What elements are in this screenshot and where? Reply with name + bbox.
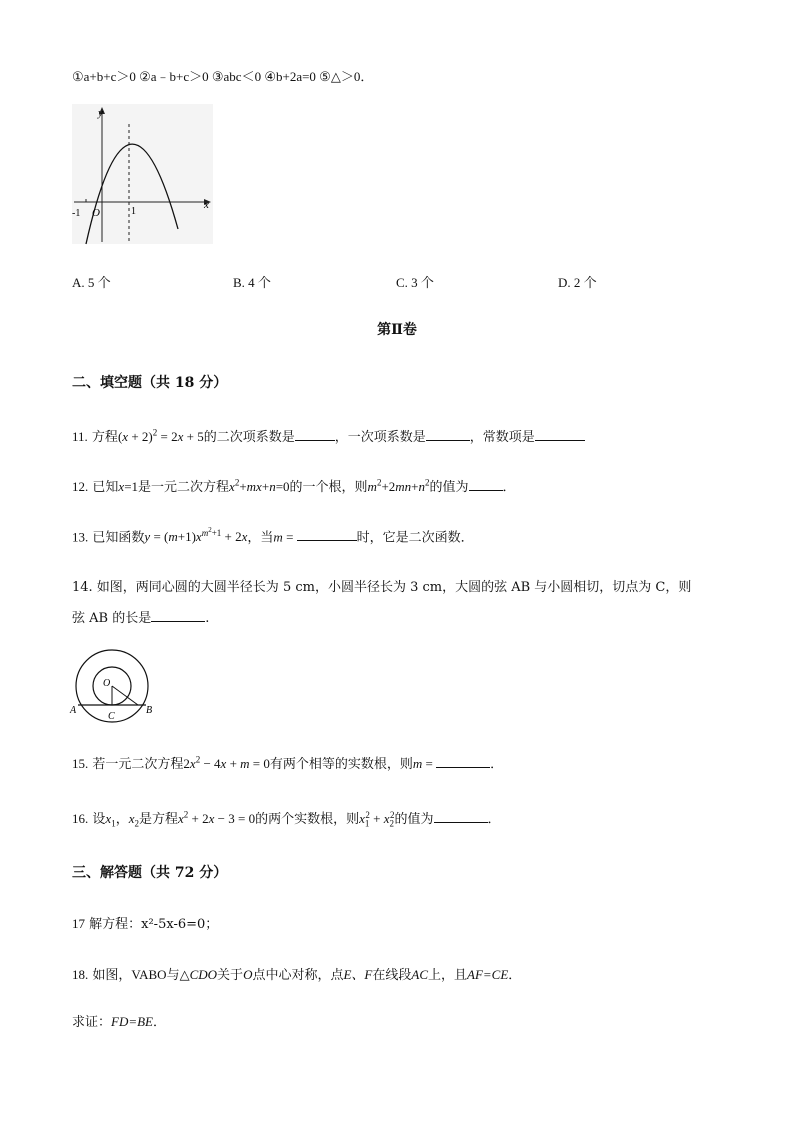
q18-i: 在线段 bbox=[372, 968, 412, 983]
q18-cdo: △CDO bbox=[179, 967, 218, 982]
one-label: 1 bbox=[131, 206, 136, 217]
q16-end: ． bbox=[487, 812, 501, 827]
q15-number: 15. bbox=[72, 756, 89, 771]
choice-a[interactable]: A. 5 个 bbox=[72, 275, 111, 290]
q13-text2: ，当 bbox=[247, 530, 274, 546]
proof-label: 求证： bbox=[72, 1015, 112, 1030]
q16-equation: $x^2 + 2x - 3 = 0$ bbox=[178, 809, 256, 826]
volume-title: 第Ⅱ卷 bbox=[377, 322, 417, 338]
q12-text3: 的一个根，则 bbox=[289, 480, 368, 495]
label-b: B bbox=[146, 705, 153, 716]
q18-g: 点中心对称，点 bbox=[252, 968, 344, 983]
q13-number: 13. bbox=[72, 529, 89, 545]
q13-text1: 已知函数 bbox=[92, 530, 145, 546]
q13-m: m = bbox=[273, 529, 297, 545]
y-label: y bbox=[98, 107, 103, 119]
q18-ef: E、F bbox=[343, 967, 373, 982]
q15-end: ． bbox=[490, 757, 504, 772]
q16-x1: $x_1$ bbox=[105, 811, 116, 829]
section2-title: 二、填空题（共 18 分） bbox=[72, 375, 228, 391]
neg-one-label: -1 bbox=[72, 208, 81, 219]
q13-function: $y = (m+1)x^{m^2+1} + 2x$ bbox=[144, 526, 248, 545]
q11-mid: 的二次项系数是 bbox=[203, 430, 295, 445]
choice-c[interactable]: C. 3 个 bbox=[396, 275, 434, 290]
x-label: x bbox=[204, 199, 209, 211]
question-14-line2 bbox=[72, 607, 209, 626]
q12-number: 12. bbox=[72, 479, 89, 494]
q11-number: 11. bbox=[72, 429, 88, 444]
q16-x2: $x_2$ bbox=[128, 811, 139, 829]
question-16 bbox=[72, 808, 501, 829]
section3-title: 三、解答题（共 72 分） bbox=[72, 865, 228, 881]
proof-statement: FD=BE bbox=[111, 1014, 153, 1029]
q18-afce: AF=CE bbox=[467, 967, 509, 982]
label-o: O bbox=[103, 678, 111, 689]
segment-ob bbox=[112, 686, 138, 705]
q16-text2: ， bbox=[115, 812, 129, 827]
q12-text4: 的值为 bbox=[429, 480, 469, 495]
question-11 bbox=[72, 426, 585, 445]
q12-end: ． bbox=[502, 480, 516, 495]
q18-a: 如图， bbox=[92, 968, 132, 983]
q15-text2: 有两个相等的实数根，则 bbox=[269, 757, 413, 772]
question-17 bbox=[72, 913, 218, 932]
q12-text2: 是一元二次方程 bbox=[138, 480, 230, 495]
q16-text1: 设 bbox=[92, 812, 106, 827]
q14-end: . bbox=[205, 611, 210, 626]
statements-line: ①a+b+c＞0 ②a﹣b+c＞0 ③abc＜0 ④b+2a=0 ⑤△＞0． bbox=[72, 69, 374, 84]
q17-text: 解方程：x²-5x-6=0； bbox=[89, 917, 219, 932]
q16-text3: 是方程 bbox=[138, 812, 178, 827]
q18-ac: AC bbox=[411, 967, 428, 982]
label-a: A bbox=[70, 705, 77, 716]
proof-end: ． bbox=[153, 1015, 167, 1030]
question-18 bbox=[72, 964, 521, 983]
q18-e: 关于 bbox=[217, 968, 244, 983]
q18-o: O bbox=[243, 967, 253, 982]
q15-equation: $2x^2 - 4x + m = 0$ bbox=[183, 754, 270, 771]
parabola-graph bbox=[72, 104, 216, 248]
q12-text1: 已知 bbox=[92, 480, 119, 495]
choice-d[interactable]: D. 2 个 bbox=[558, 275, 597, 290]
q15-m: m = bbox=[412, 756, 437, 771]
q18-k: 上，且 bbox=[428, 968, 468, 983]
q11-pre: 方程 bbox=[91, 430, 118, 445]
q11-mid3: ，常数项是 bbox=[469, 430, 535, 445]
q11-blank-2[interactable] bbox=[426, 429, 470, 441]
q18-number: 18. bbox=[72, 967, 89, 982]
q14-line2-text: 弦 AB 的长是 bbox=[72, 611, 152, 626]
concentric-circles-figure bbox=[66, 646, 162, 724]
question-15 bbox=[72, 753, 503, 772]
q18-m: ． bbox=[508, 968, 522, 983]
proof-line bbox=[72, 1011, 166, 1030]
q14-blank[interactable] bbox=[151, 610, 205, 622]
graph-background bbox=[72, 104, 213, 244]
origin-label: O bbox=[92, 207, 100, 219]
q11-mid2: ，一次项系数是 bbox=[334, 430, 426, 445]
q11-blank-3[interactable] bbox=[535, 429, 585, 441]
question-12 bbox=[72, 476, 516, 495]
q18-c: 与 bbox=[166, 968, 180, 983]
question-13 bbox=[72, 526, 474, 545]
q12-blank[interactable] bbox=[469, 479, 503, 491]
choice-b[interactable]: B. 4 个 bbox=[233, 275, 271, 290]
q16-text5: 的值为 bbox=[394, 812, 434, 827]
q17-number: 17 bbox=[72, 916, 85, 931]
q13-text3: 时，它是二次函数． bbox=[356, 530, 474, 546]
q16-text4: 的两个实数根，则 bbox=[255, 812, 360, 827]
q12-equation: $x^2+mx+n=0$ bbox=[229, 477, 290, 494]
q15-blank[interactable] bbox=[436, 756, 490, 768]
q16-number: 16. bbox=[72, 811, 89, 826]
q11-blank-1[interactable] bbox=[295, 429, 335, 441]
q13-blank[interactable] bbox=[297, 529, 357, 541]
q16-blank[interactable] bbox=[434, 811, 488, 823]
q11-equation: $(x + 2)^2 = 2x + 5$ bbox=[117, 427, 204, 444]
q16-expression: $x_1^2 + x_2^2$ bbox=[359, 809, 395, 829]
q18-vabo: VABO bbox=[131, 967, 167, 982]
q12-expression: $m^2+2mn+n^2$ bbox=[367, 477, 430, 494]
question-14-line1: 14. 如图，两同心圆的大圆半径长为 5 cm，小圆半径长为 3 cm，大圆的弦 AB 与小圆相切，切点为 C，则 bbox=[72, 580, 692, 595]
label-c: C bbox=[108, 711, 115, 722]
q12-root: x=1 bbox=[118, 479, 139, 494]
q15-text1: 若一元二次方程 bbox=[92, 757, 184, 772]
